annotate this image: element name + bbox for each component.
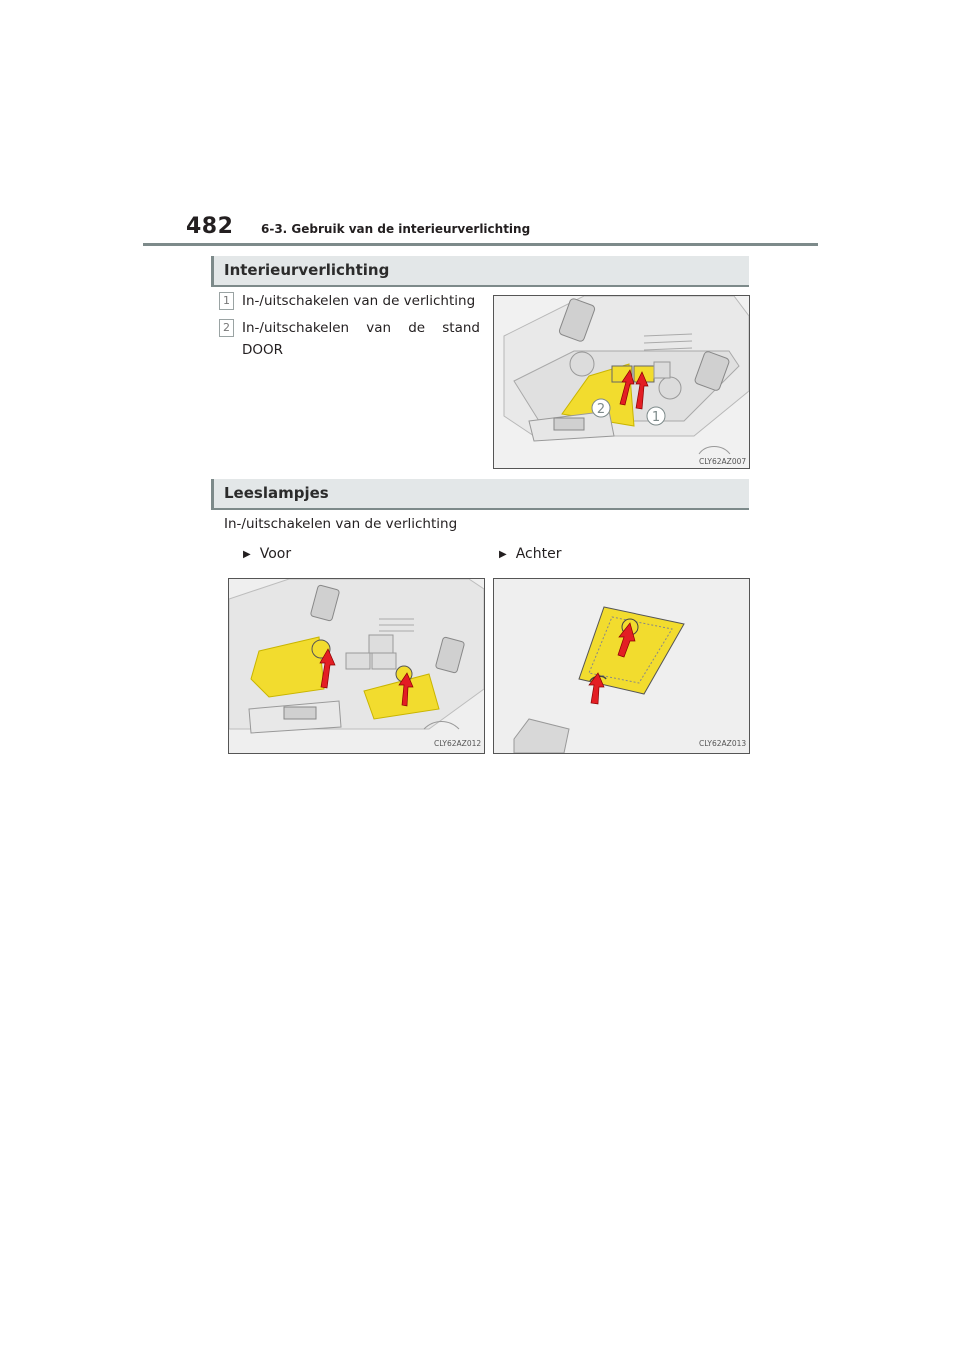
bullet-triangle-icon: ▶ — [243, 549, 251, 560]
reading-description: In-/uitschakelen van de verlichting — [224, 516, 458, 532]
label-rear — [499, 546, 561, 562]
page-number: 482 — [186, 214, 234, 239]
item-number-1: 1 — [219, 292, 234, 310]
bullet-triangle-icon: ▶ — [499, 549, 507, 560]
section-title-interior — [211, 256, 749, 287]
label-rear-text: Achter — [515, 546, 562, 562]
callout-2: 2 — [596, 402, 606, 417]
section-title-interior-text: Interieurverlichting — [224, 261, 390, 279]
figure-interior-lights — [493, 295, 750, 469]
figure-code-front: CLY62AZ012 — [434, 739, 482, 748]
running-header: 6-3. Gebruik van de interieurverlichting — [261, 222, 531, 236]
label-front — [243, 546, 291, 562]
figure-front-reading-lamps — [228, 578, 485, 754]
item-text-1: In-/uitschakelen van de verlichting — [242, 293, 476, 309]
label-front-text: Voor — [259, 546, 292, 562]
figure-rear-reading-lamps — [493, 578, 750, 754]
item-number-2: 2 — [219, 319, 234, 337]
figure-code-rear: CLY62AZ013 — [699, 739, 747, 748]
header-rule — [143, 243, 818, 246]
item-text-2: In-/uitschakelen van de stand DOOR — [242, 320, 480, 358]
figure-code-interior: CLY62AZ007 — [699, 457, 747, 466]
section-title-reading — [211, 479, 749, 510]
callout-1: 1 — [651, 410, 661, 425]
section-title-reading-text: Leeslampjes — [224, 484, 329, 502]
